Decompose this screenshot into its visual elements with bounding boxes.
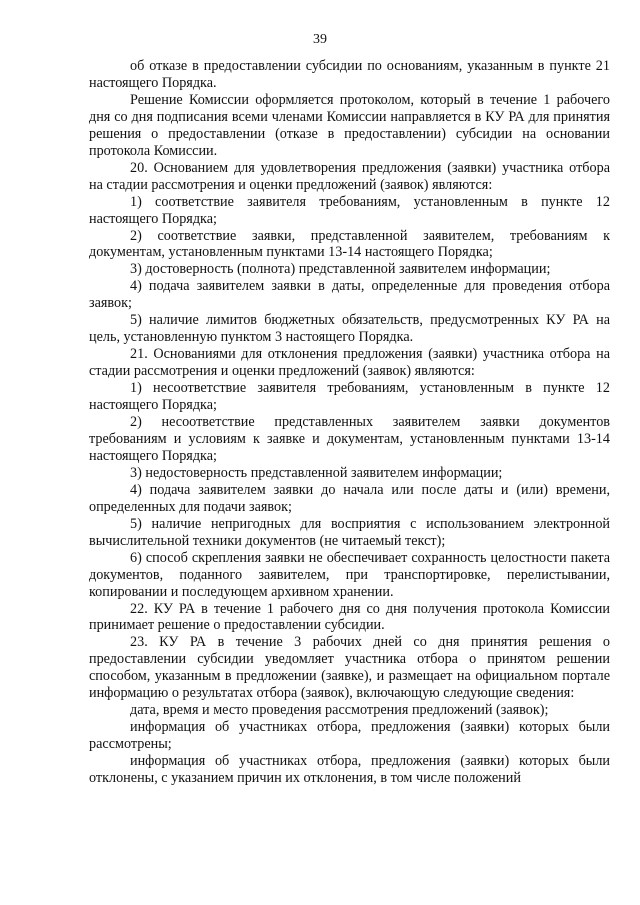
document-body: [89, 58, 610, 787]
list-item-21-1: 1) несоответствие заявителя требованиям, установленным в пункте 12 настоящего Порядка;: [89, 380, 610, 414]
page-number: 39: [313, 32, 327, 47]
list-item-23-date: дата, время и место проведения рассмотрения предложений (заявок);: [130, 702, 549, 719]
paragraph-20-header: 20. Основанием для удовлетворения предложения (заявки) участника отбора на стадии рассмотрения и оценки предложений (заявок) являются:: [89, 159, 610, 193]
list-item-23-reviewed: информация об участниках отбора, предложения (заявки) которых были рассмотрены;: [89, 719, 610, 753]
list-item-20-2: 2) соответствие заявки, представленной заявителем, требованиям к документам, установленным пунктами 13-14 настоящего Порядка;: [89, 227, 610, 261]
list-item-20-4: 4) подача заявителем заявки в даты, определенные для проведения отбора заявок;: [89, 278, 610, 312]
list-item-21-3: 3) недостоверность представленной заявителем информации;: [130, 464, 503, 481]
list-item-21-4: 4) подача заявителем заявки до начала или после даты и (или) времени, определенных для подачи заявок;: [89, 481, 610, 515]
list-item-20-5: 5) наличие лимитов бюджетных обязательств, предусмотренных КУ РА на цель, установленную пунктом 3 настоящего Порядка.: [89, 312, 610, 346]
paragraph-21-header: 21. Основаниями для отклонения предложения (заявки) участника отбора на стадии рассмотрения и оценки предложений (заявок) являются:: [89, 346, 610, 380]
list-item-21-2: 2) несоответствие представленных заявителем заявки документов требованиям и условиям к заявке и документам, установленным пунктами 13-14 настоящего Порядка;: [89, 414, 610, 464]
paragraph-22: 22. КУ РА в течение 1 рабочего дня со дня получения протокола Комиссии принимает решение о предоставлении субсидии.: [89, 600, 610, 634]
list-item-21-5: 5) наличие непригодных для восприятия с использованием электронной вычислительной техники документов (не читаемый текст);: [89, 515, 610, 549]
paragraph-continuation: об отказе в предоставлении субсидии по основаниям, указанным в пункте 21 настоящего Порядка.: [89, 58, 610, 91]
paragraph-23: 23. КУ РА в течение 3 рабочих дней со дня принятия решения о предоставлении субсидии уведомляет участника отбора о принятом решении способом, указанным в предложении (заявке), и размещает на официальном портале информацию о результатах отбора (заявок), включающую следующие сведения:: [89, 634, 610, 702]
list-item-20-1: 1) соответствие заявителя требованиям, установленным в пункте 12 настоящего Порядка;: [89, 193, 610, 227]
paragraph-commission-decision: Решение Комиссии оформляется протоколом, который в течение 1 рабочего дня со дня подписания всеми членами Комиссии направляется в КУ РА для принятия решения о предоставлении (отказе в предоставлении) субсидии на основании протокола Комиссии.: [89, 91, 610, 159]
list-item-20-3: 3) достоверность (полнота) представленной заявителем информации;: [130, 261, 551, 278]
list-item-23-rejected: информация об участниках отбора, предложения (заявки) которых были отклонены, с указанием причин их отклонения, в том числе положений: [89, 753, 610, 787]
list-item-21-6: 6) способ скрепления заявки не обеспечивает сохранность целостности пакета документов, поданного заявителем, при транспортировке, перелистывании, копировании и последующем архивном хранении.: [89, 549, 610, 600]
